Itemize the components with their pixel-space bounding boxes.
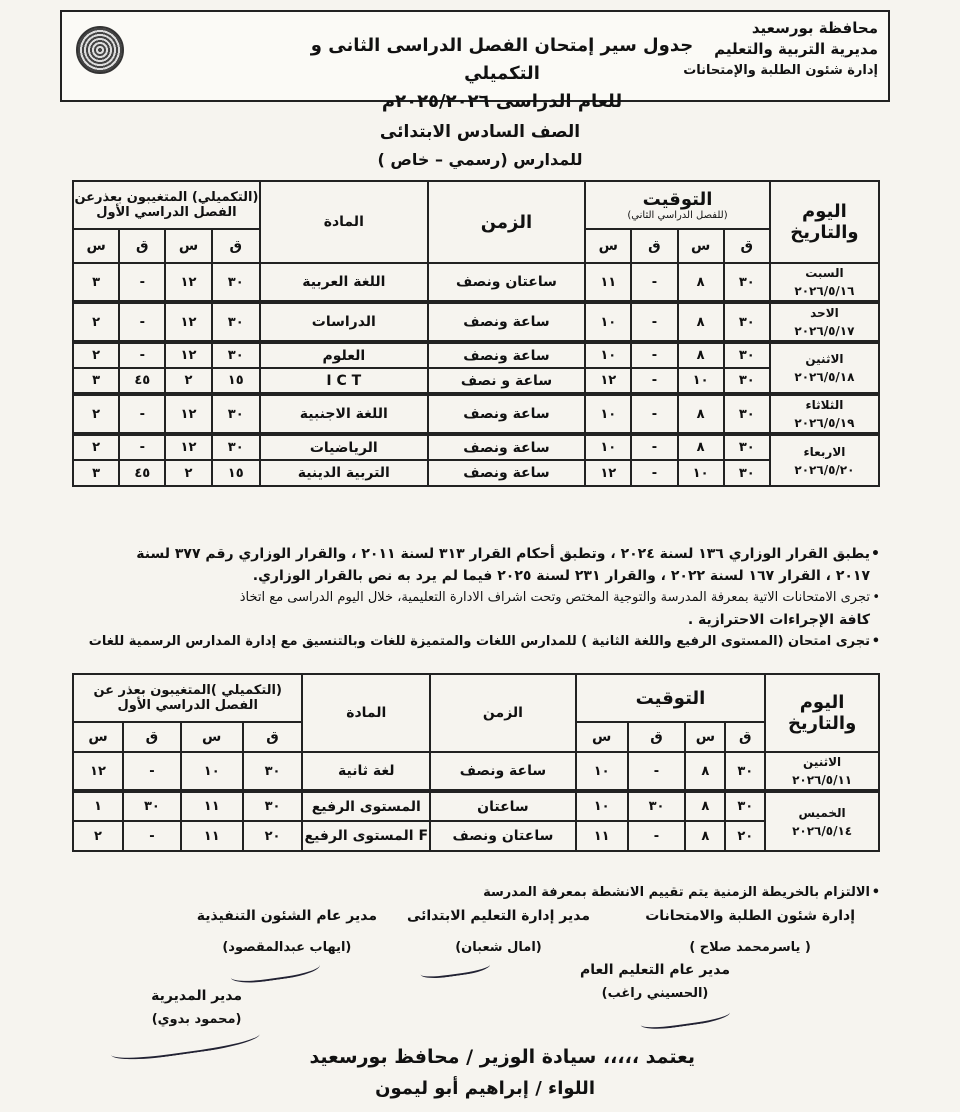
signature-general-education	[580, 962, 730, 1001]
duration-cell: ساعة ونصف	[428, 434, 585, 460]
signer-title: مدير المديرية	[151, 988, 242, 1004]
signer-title: مدير عام التعليم العام	[580, 962, 730, 978]
makeup-end-minute: -	[119, 434, 165, 460]
makeup-start-minute: ٢٠	[243, 821, 303, 851]
note-3-line: تجرى امتحان (المستوى الرفيع واللغة الثانية ) للمدارس اللغات والمتميزة للغات وبالتنسيق مع إدارة المدارس الرسمية للغات	[88, 634, 870, 649]
signer-name: (محمود بدوي)	[151, 1012, 242, 1027]
department-name: إدارة شئون الطلبة والإمتحانات	[683, 63, 878, 78]
table-row	[73, 434, 879, 460]
unit-minute: ق	[119, 229, 165, 263]
unit-hour: س	[685, 722, 725, 752]
start-hour: ٨	[678, 394, 724, 434]
start-minute: ٣٠	[724, 302, 770, 342]
end-hour: ١٠	[576, 791, 628, 821]
subject-cell: التربية الدينية	[260, 460, 428, 486]
handwritten-signature-icon	[419, 955, 491, 981]
timing-label: التوقيت	[642, 189, 713, 210]
end-minute: -	[631, 434, 677, 460]
makeup-end-minute: ٤٥	[119, 460, 165, 486]
day-date-cell	[770, 434, 879, 486]
end-hour: ١٠	[585, 342, 631, 368]
makeup-end-hour: ٢	[73, 394, 119, 434]
unit-minute: ق	[212, 229, 260, 263]
schools-type: للمدارس (رسمي – خاص )	[377, 150, 583, 169]
day-date-cell	[770, 394, 879, 434]
day-name: الاحد	[810, 306, 839, 320]
start-minute: ٣٠	[724, 394, 770, 434]
unit-minute: ق	[123, 722, 181, 752]
exam-table-languages	[72, 673, 880, 852]
day-name: الاثنين	[803, 755, 842, 769]
makeup-start-minute: ٣٠	[212, 342, 260, 368]
end-minute: -	[628, 821, 686, 851]
start-minute: ٢٠	[725, 821, 765, 851]
subject-cell: اللغة العربية	[260, 263, 428, 302]
makeup-end-minute: -	[123, 752, 181, 791]
makeup-start-minute: ٣٠	[212, 263, 260, 302]
exam-date: ٢٠٢٦/٥/١٧	[794, 324, 855, 338]
table-row	[73, 752, 879, 791]
signature-primary-education	[407, 908, 590, 955]
note-3: •تجرى امتحان (المستوى الرفيع واللغة الثانية ) للمدارس اللغات والمتميزة للغات وبالتنسيق مع إدارة المدارس الرسمية للغات	[88, 634, 880, 649]
subject-cell: الدراسات	[260, 302, 428, 342]
signer-name: (ايهاب عبدالمقصود)	[222, 940, 352, 955]
end-hour: ١١	[585, 263, 631, 302]
header-subject: المادة	[260, 181, 428, 263]
start-hour: ٨	[685, 821, 725, 851]
end-minute: -	[631, 342, 677, 368]
day-date-cell	[770, 342, 879, 394]
end-minute: -	[631, 394, 677, 434]
exam-date: ٢٠٢٦/٥/١١	[792, 773, 853, 787]
duration-cell: ساعتان	[430, 791, 576, 821]
table1-body	[73, 263, 879, 486]
governorate-name: محافظة بورسعيد	[751, 19, 878, 37]
day-name: الثلاثاء	[805, 398, 844, 412]
duration-cell: ساعة ونصف	[430, 752, 576, 791]
table-row	[73, 368, 879, 394]
duration-cell: ساعة ونصف	[428, 394, 585, 434]
end-hour: ١٢	[585, 368, 631, 394]
makeup-end-hour: ٢	[73, 434, 119, 460]
makeup-start-hour: ١٠	[181, 752, 243, 791]
duration-cell: ساعتان ونصف	[428, 263, 585, 302]
end-hour: ١٠	[576, 752, 628, 791]
makeup-start-hour: ١١	[181, 791, 243, 821]
header-makeup: (التكميلي )المتغيبون بعذر عن الفصل الدراسي الأول	[73, 674, 302, 722]
day-name: السبت	[805, 266, 844, 280]
table-row	[73, 821, 879, 851]
approval-line: يعتمد ،،،،، سيادة الوزير / محافظ بورسعيد	[309, 1046, 695, 1068]
governor-name: اللواء / إبراهيم أبو ليمون	[375, 1078, 595, 1099]
table-row	[73, 263, 879, 302]
makeup-end-minute: -	[119, 342, 165, 368]
makeup-end-minute: -	[119, 394, 165, 434]
makeup-end-hour: ٢	[73, 302, 119, 342]
signature-directorate	[151, 988, 242, 1027]
end-hour: ١٢	[585, 460, 631, 486]
exam-date: ٢٠٢٦/٥/١٤	[792, 823, 853, 838]
makeup-start-hour: ١٢	[165, 302, 211, 342]
makeup-end-hour: ٣	[73, 263, 119, 302]
timing-sublabel: (للفصل الدراسي الثاني)	[627, 210, 728, 221]
start-minute: ٣٠	[724, 342, 770, 368]
document-title	[292, 32, 712, 116]
subject-cell: لغة ثانية	[302, 752, 430, 791]
signature-students-affairs	[645, 908, 855, 955]
duration-cell: ساعة ونصف	[428, 460, 585, 486]
makeup-start-hour: ١٢	[165, 342, 211, 368]
table-row	[73, 342, 879, 368]
note-2-line1: تجرى الامتحانات الاتية بمعرفة المدرسة والتوجية المختص وتحت اشراف الادارة التعليمية، خلال اليوم الدراسى مع اتخاذ	[239, 590, 870, 605]
day-name: الاثنين	[805, 352, 844, 366]
start-minute: ٣٠	[725, 752, 765, 791]
exam-date: ٢٠٢٦/٥/١٦	[794, 284, 855, 298]
table-row	[73, 460, 879, 486]
note-2: •تجرى الامتحانات الاتية بمعرفة المدرسة والتوجية المختص وتحت اشراف الادارة التعليمية، خلال اليوم الدراسى مع اتخاذ	[239, 590, 880, 605]
subject-cell: الرياضيات	[260, 434, 428, 460]
signature-executive-affairs	[197, 908, 377, 955]
makeup-end-hour: ١	[73, 791, 123, 821]
duration-cell: ساعة ونصف	[428, 302, 585, 342]
makeup-end-minute: ٣٠	[123, 791, 181, 821]
signer-name: ( ياسرمحمد صلاح )	[689, 940, 811, 955]
exam-date: ٢٠٢٦/٥/٢٠	[794, 462, 855, 477]
makeup-start-minute: ٣٠	[212, 394, 260, 434]
unit-minute: ق	[631, 229, 677, 263]
start-minute: ٣٠	[724, 368, 770, 394]
makeup-start-hour: ٢	[165, 460, 211, 486]
makeup-end-minute: -	[119, 263, 165, 302]
start-hour: ١٠	[678, 368, 724, 394]
handwritten-signature-icon	[229, 952, 321, 986]
unit-hour: س	[181, 722, 243, 752]
start-minute: ٣٠	[724, 263, 770, 302]
start-hour: ٨	[678, 302, 724, 342]
notes-block	[80, 543, 880, 653]
makeup-start-minute: ٣٠	[243, 791, 303, 821]
makeup-end-hour: ١٢	[73, 752, 123, 791]
makeup-end-minute: -	[119, 302, 165, 342]
start-hour: ٨	[685, 791, 725, 821]
subject-cell: اللغة الاجنبية	[260, 394, 428, 434]
end-minute: -	[631, 368, 677, 394]
end-minute: -	[628, 752, 686, 791]
day-date-cell	[765, 791, 879, 851]
start-hour: ٨	[678, 342, 724, 368]
subject-cell: العلوم	[260, 342, 428, 368]
exam-date: ٢٠٢٦/٥/١٩	[794, 416, 855, 430]
signer-name: (الحسيني راغب)	[601, 986, 709, 1001]
note-1-line1: يطبق القرار الوزاري ١٣٦ لسنة ٢٠٢٤ ، وتطبق أحكام القرار ٣١٣ لسنة ٢٠١١ ، والقرار الوزاري رقم ٣٧٧ لسنة	[136, 546, 870, 562]
end-hour: ١٠	[585, 302, 631, 342]
footer-note-text: الالتزام بالخريطة الزمنية يتم تقييم الانشطة بمعرفة المدرسة	[483, 885, 870, 900]
table-row	[73, 302, 879, 342]
unit-hour: س	[576, 722, 628, 752]
footer-note: •الالتزام بالخريطة الزمنية يتم تقييم الانشطة بمعرفة المدرسة	[483, 885, 880, 900]
start-hour: ٨	[678, 434, 724, 460]
day-date-cell	[770, 263, 879, 302]
start-hour: ٨	[678, 263, 724, 302]
unit-hour: س	[165, 229, 211, 263]
end-minute: -	[631, 302, 677, 342]
duration-cell: ساعتان ونصف	[430, 821, 576, 851]
authority-block	[683, 18, 878, 81]
header-day-date: اليوم والتاريخ	[765, 674, 879, 752]
makeup-start-minute: ٣٠	[212, 434, 260, 460]
header-timing	[585, 181, 770, 229]
table-row	[73, 791, 879, 821]
signer-name: (امال شعبان)	[455, 940, 542, 955]
makeup-start-hour: ١٢	[165, 394, 211, 434]
end-minute: ٣٠	[628, 791, 686, 821]
header-duration: الزمن	[430, 674, 576, 752]
unit-hour: س	[585, 229, 631, 263]
header-timing: التوقيت	[576, 674, 765, 722]
makeup-start-minute: ٣٠	[212, 302, 260, 342]
signer-title: مدير إدارة التعليم الابتدائى	[406, 908, 590, 924]
signer-title: مدير عام الشئون التنفيذية	[196, 908, 377, 924]
header-day-date: اليوم والتاريخ	[770, 181, 879, 263]
unit-minute: ق	[725, 722, 765, 752]
duration-cell: ساعة و نصف	[428, 368, 585, 394]
signer-title: إدارة شئون الطلبة والامتحانات	[645, 908, 855, 924]
start-minute: ٣٠	[724, 460, 770, 486]
makeup-start-minute: ٣٠	[243, 752, 303, 791]
day-date-cell	[770, 302, 879, 342]
subject-cell: F المستوى الرفيع	[302, 821, 430, 851]
day-name: الاربعاء	[803, 444, 846, 459]
exam-date: ٢٠٢٦/٥/١٨	[794, 370, 855, 384]
ministry-logo-icon	[76, 26, 124, 74]
unit-minute: ق	[628, 722, 686, 752]
makeup-end-minute: -	[123, 821, 181, 851]
unit-hour: س	[73, 229, 119, 263]
makeup-start-hour: ١٢	[165, 434, 211, 460]
start-hour: ٨	[685, 752, 725, 791]
exam-table-main	[72, 180, 880, 487]
start-minute: ٣٠	[725, 791, 765, 821]
end-hour: ١٠	[585, 434, 631, 460]
note-1-line2: ٢٠١٧ ، القرار ١٦٧ لسنة ٢٠٢٢ ، والقرار ٢٣١ لسنة ٢٠٢٥ فيما لم يرد به نص بالقرار الوزاري.	[252, 568, 870, 584]
unit-hour: س	[73, 722, 123, 752]
note-2-line2: كافة الإجراءات الاحترازية .	[687, 612, 870, 628]
table-row	[73, 394, 879, 434]
makeup-end-minute: ٤٥	[119, 368, 165, 394]
end-hour: ١٠	[585, 394, 631, 434]
makeup-end-hour: ٣	[73, 368, 119, 394]
start-minute: ٣٠	[724, 434, 770, 460]
note-1: •يطبق القرار الوزاري ١٣٦ لسنة ٢٠٢٤ ، وتطبق أحكام القرار ٣١٣ لسنة ٢٠١١ ، والقرار الوزاري رقم ٣٧٧ لسنة	[136, 546, 880, 562]
handwritten-signature-icon	[639, 1002, 731, 1032]
unit-hour: س	[678, 229, 724, 263]
title-line2: للعام الدراسى ٢٠٢٥/٢٠٢٦م	[381, 91, 623, 112]
table2-body	[73, 752, 879, 851]
makeup-start-hour: ٢	[165, 368, 211, 394]
header-box	[60, 10, 890, 112]
day-date-cell	[765, 752, 879, 791]
subject-cell: I C T	[260, 368, 428, 394]
unit-minute: ق	[243, 722, 303, 752]
header-subject: المادة	[302, 674, 430, 752]
makeup-start-minute: ١٥	[212, 460, 260, 486]
makeup-end-hour: ٣	[73, 460, 119, 486]
day-name: الخميس	[798, 805, 846, 820]
makeup-start-minute: ١٥	[212, 368, 260, 394]
header-makeup: (التكميلي) المتغيبون بعذرعن الفصل الدراسي الأول	[73, 181, 260, 229]
start-hour: ١٠	[678, 460, 724, 486]
subject-cell: المستوى الرفيع	[302, 791, 430, 821]
makeup-end-hour: ٢	[73, 342, 119, 368]
directorate-name: مديرية التربية والتعليم	[714, 40, 878, 58]
end-hour: ١١	[576, 821, 628, 851]
header-duration: الزمن	[428, 181, 585, 263]
makeup-end-hour: ٢	[73, 821, 123, 851]
end-minute: -	[631, 460, 677, 486]
unit-minute: ق	[724, 229, 770, 263]
duration-cell: ساعة ونصف	[428, 342, 585, 368]
makeup-start-hour: ١٢	[165, 263, 211, 302]
end-minute: -	[631, 263, 677, 302]
grade-title: الصف السادس الابتدائى	[379, 122, 581, 142]
title-line1: جدول سير إمتحان الفصل الدراسى الثانى و التكميلي	[310, 35, 694, 84]
makeup-start-hour: ١١	[181, 821, 243, 851]
